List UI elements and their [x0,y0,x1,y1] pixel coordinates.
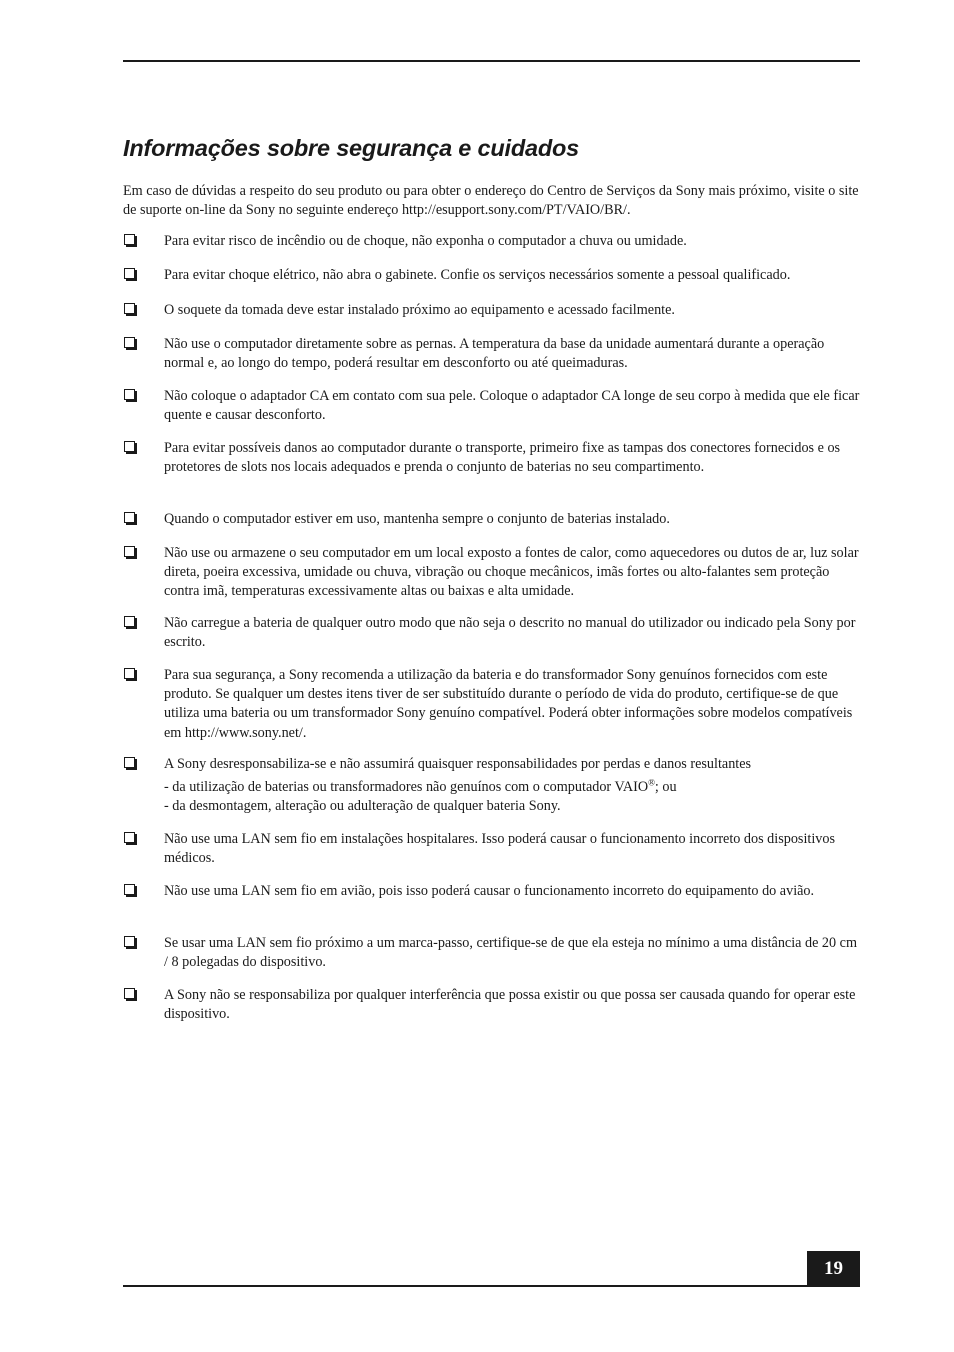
page-number: 19 [807,1251,860,1287]
subline-suffix: ; ou [654,779,677,796]
checkbox-bullet-icon [124,936,135,947]
checkbox-bullet-icon [124,389,135,400]
registered-mark: ® [648,777,655,788]
checkbox-bullet-icon [124,832,135,843]
list-item-text: Para evitar risco de incêndio ou de choque, não exponha o computador a chuva ou umidade. [164,233,687,249]
checkbox-bullet-icon [124,441,135,452]
list-item-text: Não carregue a bateria de qualquer outro modo que não seja o descrito no manual do utilizador ou indicado pela Sony por escrito. [164,615,856,651]
checkbox-bullet-icon [124,757,135,768]
checkbox-bullet-icon [124,616,135,627]
list-item-text: A Sony não se responsabiliza por qualquer interferência que possa existir ou que possa ser causada quando for operar este dispositivo. [164,987,856,1023]
page-title: Informações sobre segurança e cuidados [123,135,580,161]
list-item-text: O soquete da tomada deve estar instalado próximo ao equipamento e acessado facilmente. [164,302,675,318]
list-item-text: Para evitar choque elétrico, não abra o gabinete. Confie os serviços necessários somente a pessoal qualificado. [164,267,791,283]
checkbox-bullet-icon [124,668,135,679]
checkbox-bullet-icon [124,512,135,523]
checkbox-bullet-icon [124,337,135,348]
bottom-rule [123,1285,860,1287]
list-item-text: Para evitar possíveis danos ao computador durante o transporte, primeiro fixe as tampas dos conectores fornecidos e os protetores de slots nos locais adequados e prenda o conjunto de baterias no seu compartimento. [164,440,841,476]
checkbox-bullet-icon [124,988,135,999]
list-item-main-text: A Sony desresponsabiliza-se e não assumirá quaisquer responsabilidades por perdas e danos resultantes [164,756,752,772]
list-item-text: Não use uma LAN sem fio em instalações hospitalares. Isso poderá causar o funcionamento incorreto dos dispositivos médicos. [164,831,835,867]
list-item-text: Não coloque o adaptador CA em contato com sua pele. Coloque o adaptador CA longe de seu corpo à medida que ele ficar quente e causar desconforto. [164,388,860,424]
subline-text: - da utilização de baterias ou transformadores não genuínos com o computador VAIO [164,779,649,796]
list-item-text: Quando o computador estiver em uso, mantenha sempre o conjunto de baterias instalado. [164,511,670,527]
list-item-subline: - da desmontagem, alteração ou adulteração de qualquer bateria Sony. [164,798,561,815]
list-item-text: Não use o computador diretamente sobre as pernas. A temperatura da base da unidade aumentará durante a operação normal e, ao longo do tempo, poderá resultar em desconforto ou até queimaduras. [164,336,825,372]
top-rule [123,60,860,62]
checkbox-bullet-icon [124,303,135,314]
checkbox-bullet-icon [124,546,135,557]
checkbox-bullet-icon [124,268,135,279]
checkbox-bullet-icon [124,234,135,245]
list-item-text: Se usar uma LAN sem fio próximo a um marca-passo, certifique-se de que ela esteja no mínimo a uma distância de 20 cm / 8 polegadas do dispositivo. [164,935,857,971]
checkbox-bullet-icon [124,884,135,895]
list-item-text: Para sua segurança, a Sony recomenda a utilização da bateria e do transformador Sony genuínos fornecidos com este produto. Se qualquer um destes itens tiver de ser substituído durante o período de vida do produto, certifique-se de que utiliza uma bateria ou um transformador Sony genuíno compatível. Poderá obter informações sobre modelos compatíveis em http://www.sony.net/. [164,667,853,741]
list-item-subline [164,778,861,797]
list-item-text: Não use ou armazene o seu computador em um local exposto a fontes de calor, como aquecedores ou dutos de ar, luz solar direta, poeira excessiva, umidade ou chuva, vibração ou choque mecânicos, imãs fortes ou alto-falantes sem proteção contra imã, temperaturas excessivamente altas ou baixas e alta umidade. [164,545,859,600]
intro-paragraph: Em caso de dúvidas a respeito do seu produto ou para obter o endereço do Centro de Serviços da Sony mais próximo, visite o site de suporte on-line da Sony no seguinte endereço http://esupport.sony.com/PT/VAIO/BR/. [123,183,859,218]
list-item-text: Não use uma LAN sem fio em avião, pois isso poderá causar o funcionamento incorreto do equipamento do avião. [164,883,815,899]
list-item-text [164,755,861,817]
